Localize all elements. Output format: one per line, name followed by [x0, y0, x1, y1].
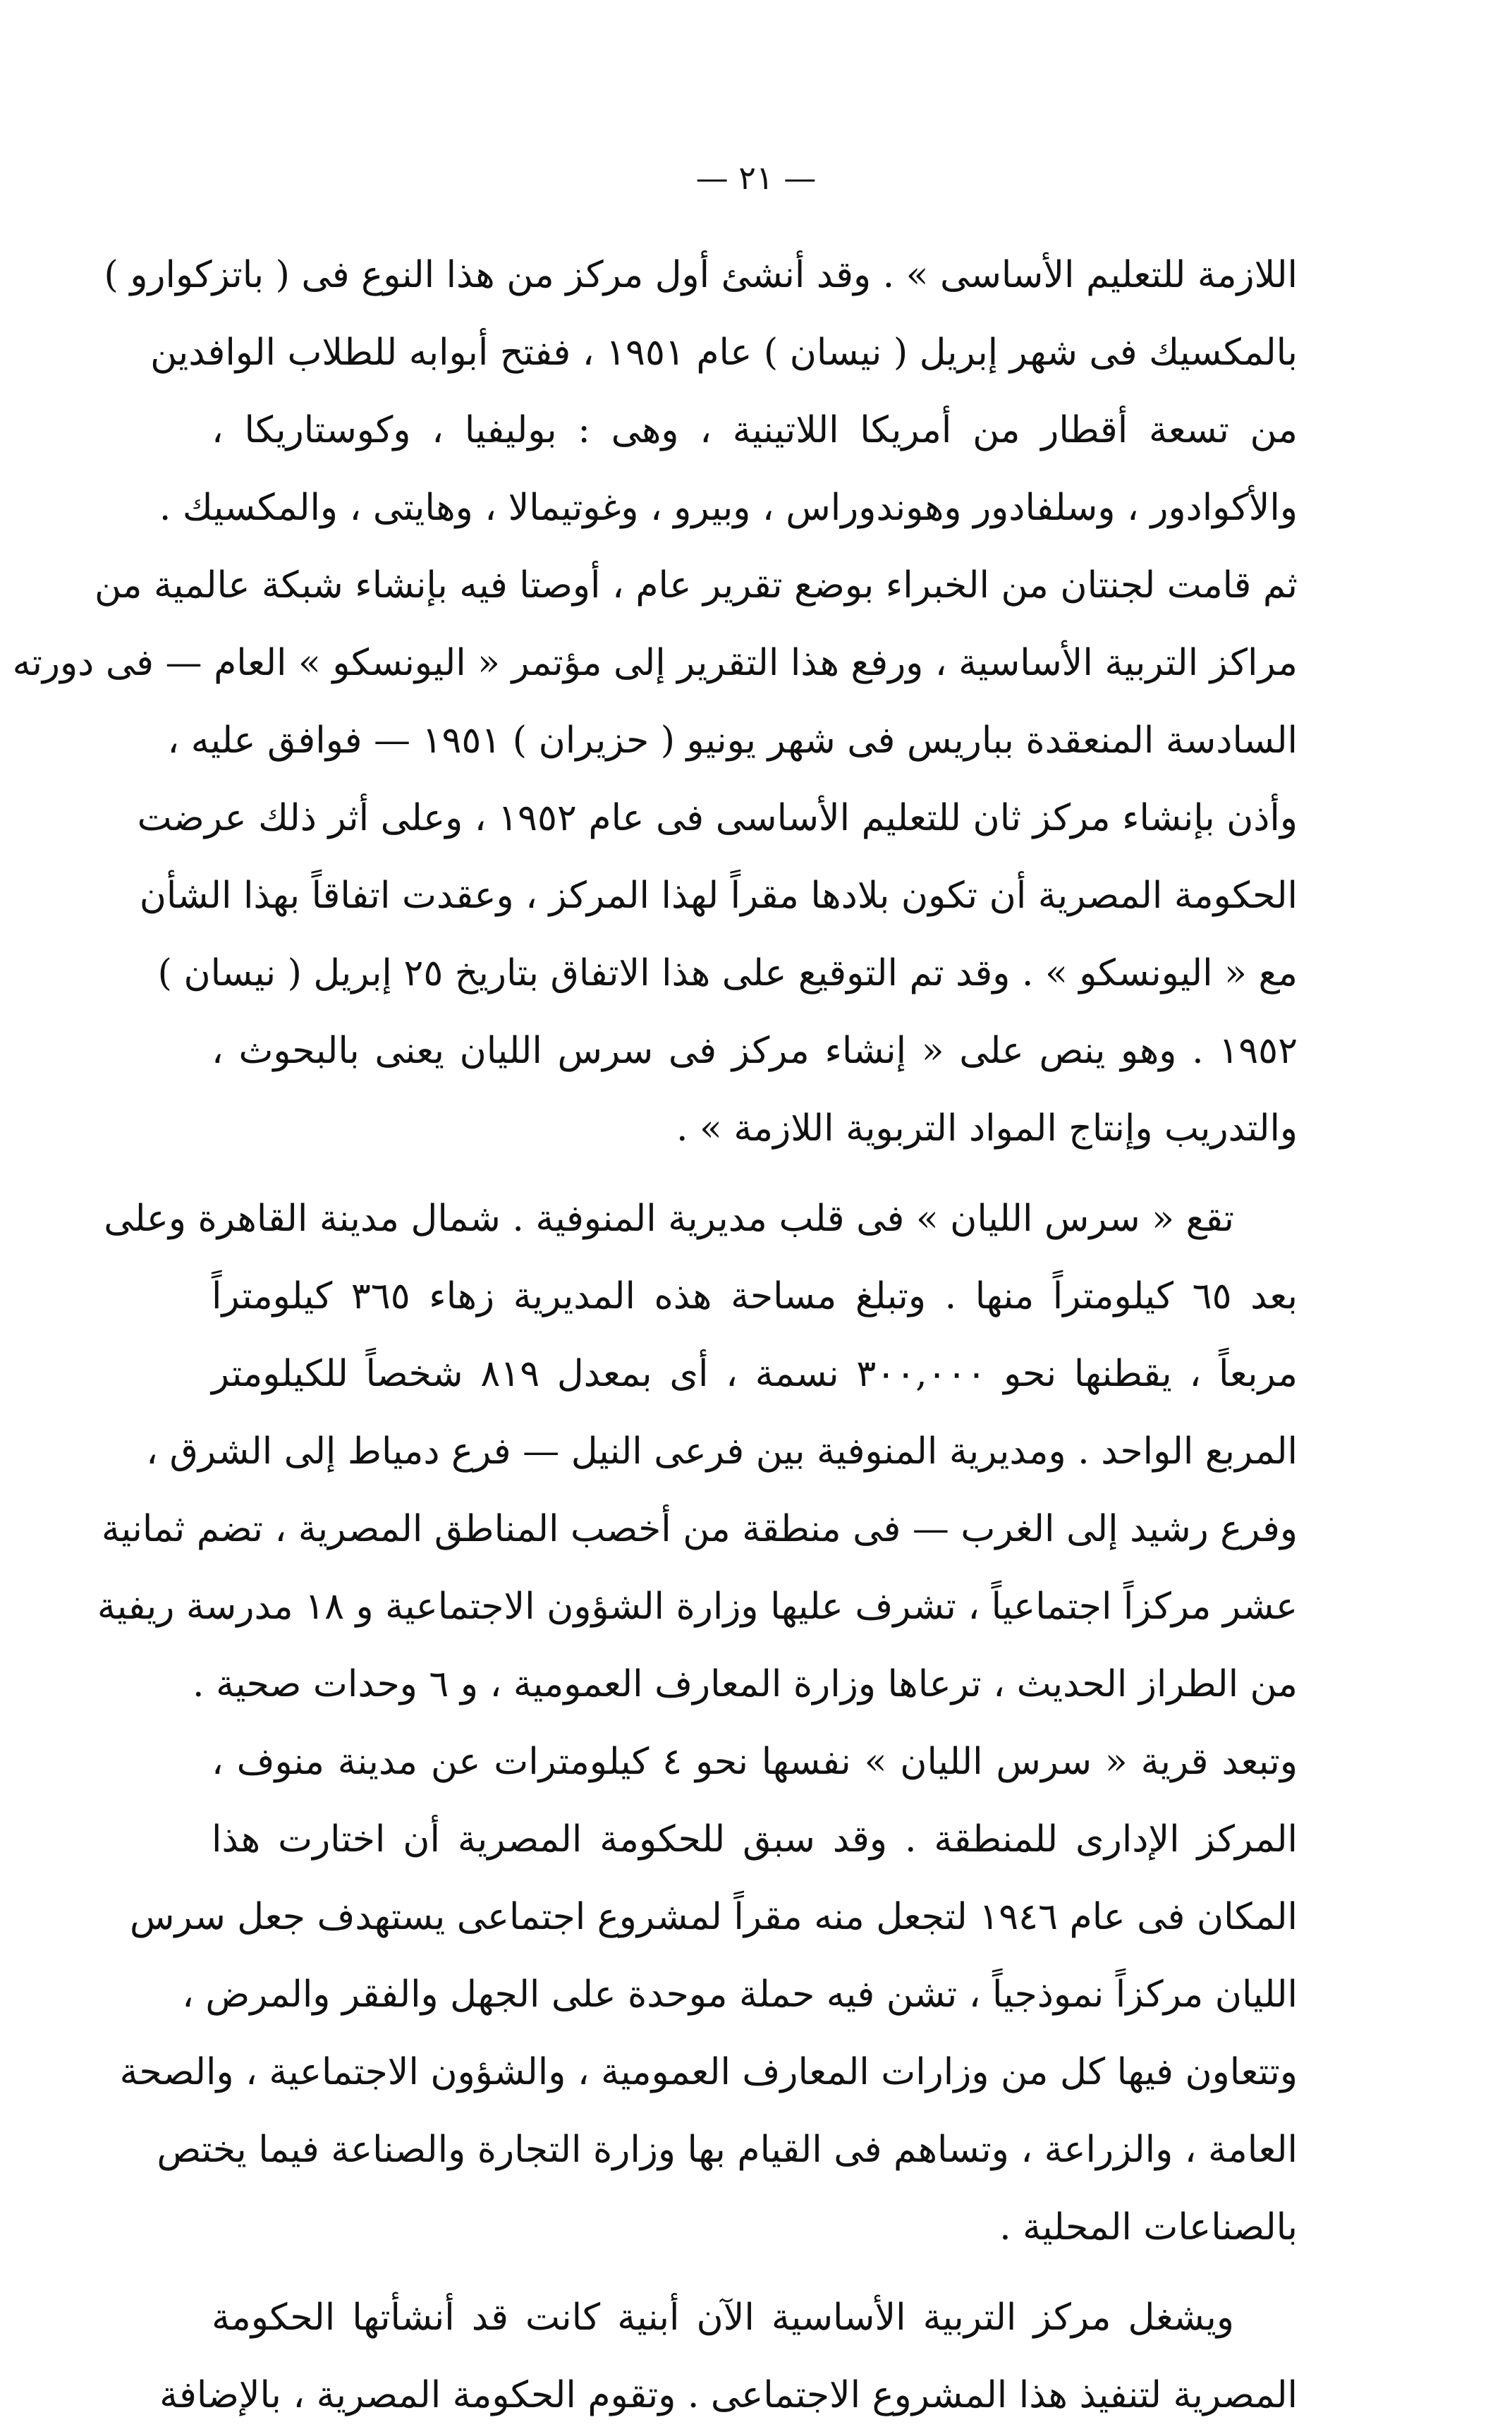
text-line: من تسعة أقطار من أمريكا اللاتينية ، وهى : بوليفيا ، وكوستاريكا ،	[212, 409, 1298, 451]
text-line: الليان مركزاً نموذجياً ، تشن فيه حملة موحدة على الجهل والفقر والمرض ،	[182, 1973, 1298, 2016]
text-line: الحكومة المصرية أن تكون بلادها مقراً لهذا المركز ، وعقدت اتفاقاً بهذا الشأن	[139, 875, 1298, 917]
paragraph-2	[97, 1180, 1298, 2266]
text-line: بالصناعات المحلية .	[999, 2206, 1298, 2249]
text-line: والأكوادور ، وسلفادور وهوندوراس ، وبيرو ، وغوتيمالا ، وهايتى ، والمكسيك .	[159, 487, 1298, 529]
text-line: مربعاً ، يقطنها نحو ٣٠٠,٠٠٠ نسمة ، أى بمعدل ٨١٩ شخصاً للكيلومتر	[212, 1353, 1298, 1395]
text-line: المكان فى عام ١٩٤٦ لتجعل منه مقراً لمشروع اجتماعى يستهدف جعل سرس	[130, 1896, 1298, 1938]
text-line: المصرية لتنفيذ هذا المشروع الاجتماعى . وتقوم الحكومة المصرية ، بالإضافة	[159, 2374, 1298, 2416]
paragraph-3	[159, 2279, 1298, 2434]
text-line: مراكز التربية الأساسية ، ورفع هذا التقرير إلى مؤتمر « اليونسكو » العام — فى دورته	[12, 642, 1298, 684]
text-line: من الطراز الحديث ، ترعاها وزارة المعارف العمومية ، و ٦ وحدات صحية .	[193, 1663, 1298, 1705]
page-number: — ٢١ —	[695, 159, 817, 197]
text-line: وفرع رشيد إلى الغرب — فى منطقة من أخصب المناطق المصرية ، تضم ثمانية	[101, 1508, 1298, 1550]
text-line: وتتعاون فيها كل من وزارات المعارف العمومية ، والشؤون الاجتماعية ، والصحة	[119, 2051, 1298, 2093]
text-line: ١٩٥٢ . وهو ينص على « إنشاء مركز فى سرس الليان يعنى بالبحوث ،	[212, 1030, 1298, 1072]
text-line: مع « اليونسكو » . وقد تم التوقيع على هذا الاتفاق بتاريخ ٢٥ إبريل ( نيسان )	[157, 952, 1298, 994]
text-line: عشر مركزاً اجتماعياً ، تشرف عليها وزارة الشؤون الاجتماعية و ١٨ مدرسة ريفية	[97, 1586, 1298, 1628]
text-line: ويشغل مركز التربية الأساسية الآن أبنية كانت قد أنشأتها الحكومة	[212, 2296, 1234, 2339]
text-line: السادسة المنعقدة بباريس فى شهر يونيو ( حزيران ) ١٩٥١ — فوافق عليه ،	[167, 719, 1298, 762]
text-line: والتدريب وإنتاج المواد التربوية اللازمة » .	[676, 1107, 1298, 1150]
text-line: العامة ، والزراعة ، وتساهم فى القيام بها وزارة التجارة والصناعة فيما يختص	[157, 2129, 1298, 2171]
text-line: اللازمة للتعليم الأساسى » . وقد أنشئ أول مركز من هذا النوع فى ( باتزكوارو )	[104, 254, 1298, 296]
text-line: تقع « سرس الليان » فى قلب مديرية المنوفية . شمال مدينة القاهرة وعلى	[104, 1198, 1234, 1240]
paragraph-1	[12, 236, 1298, 1167]
text-line: بالمكسيك فى شهر إبريل ( نيسان ) عام ١٩٥١ ، ففتح أبوابه للطلاب الوافدين	[150, 331, 1298, 374]
text-line: المربع الواحد . ومديرية المنوفية بين فرعى النيل — فرع دمياط إلى الشرق ،	[146, 1430, 1298, 1473]
text-line: بعد ٦٥ كيلومتراً منها . وتبلغ مساحة هذه المديرية زهاء ٣٦٥ كيلومتراً	[212, 1275, 1298, 1318]
text-line: ثم قامت لجنتان من الخبراء بوضع تقرير عام ، أوصتا فيه بإنشاء شبكة عالمية من	[94, 564, 1298, 607]
body-text	[12, 236, 1298, 2434]
text-line: وأذن بإنشاء مركز ثان للتعليم الأساسى فى عام ١٩٥٢ ، وعلى أثر ذلك عرضت	[137, 797, 1298, 839]
text-line: وتبعد قرية « سرس الليان » نفسها نحو ٤ كيلومترات عن مدينة منوف ،	[212, 1741, 1298, 1783]
text-line: المركز الإدارى للمنطقة . وقد سبق للحكومة المصرية أن اختارت هذا	[212, 1818, 1298, 1861]
